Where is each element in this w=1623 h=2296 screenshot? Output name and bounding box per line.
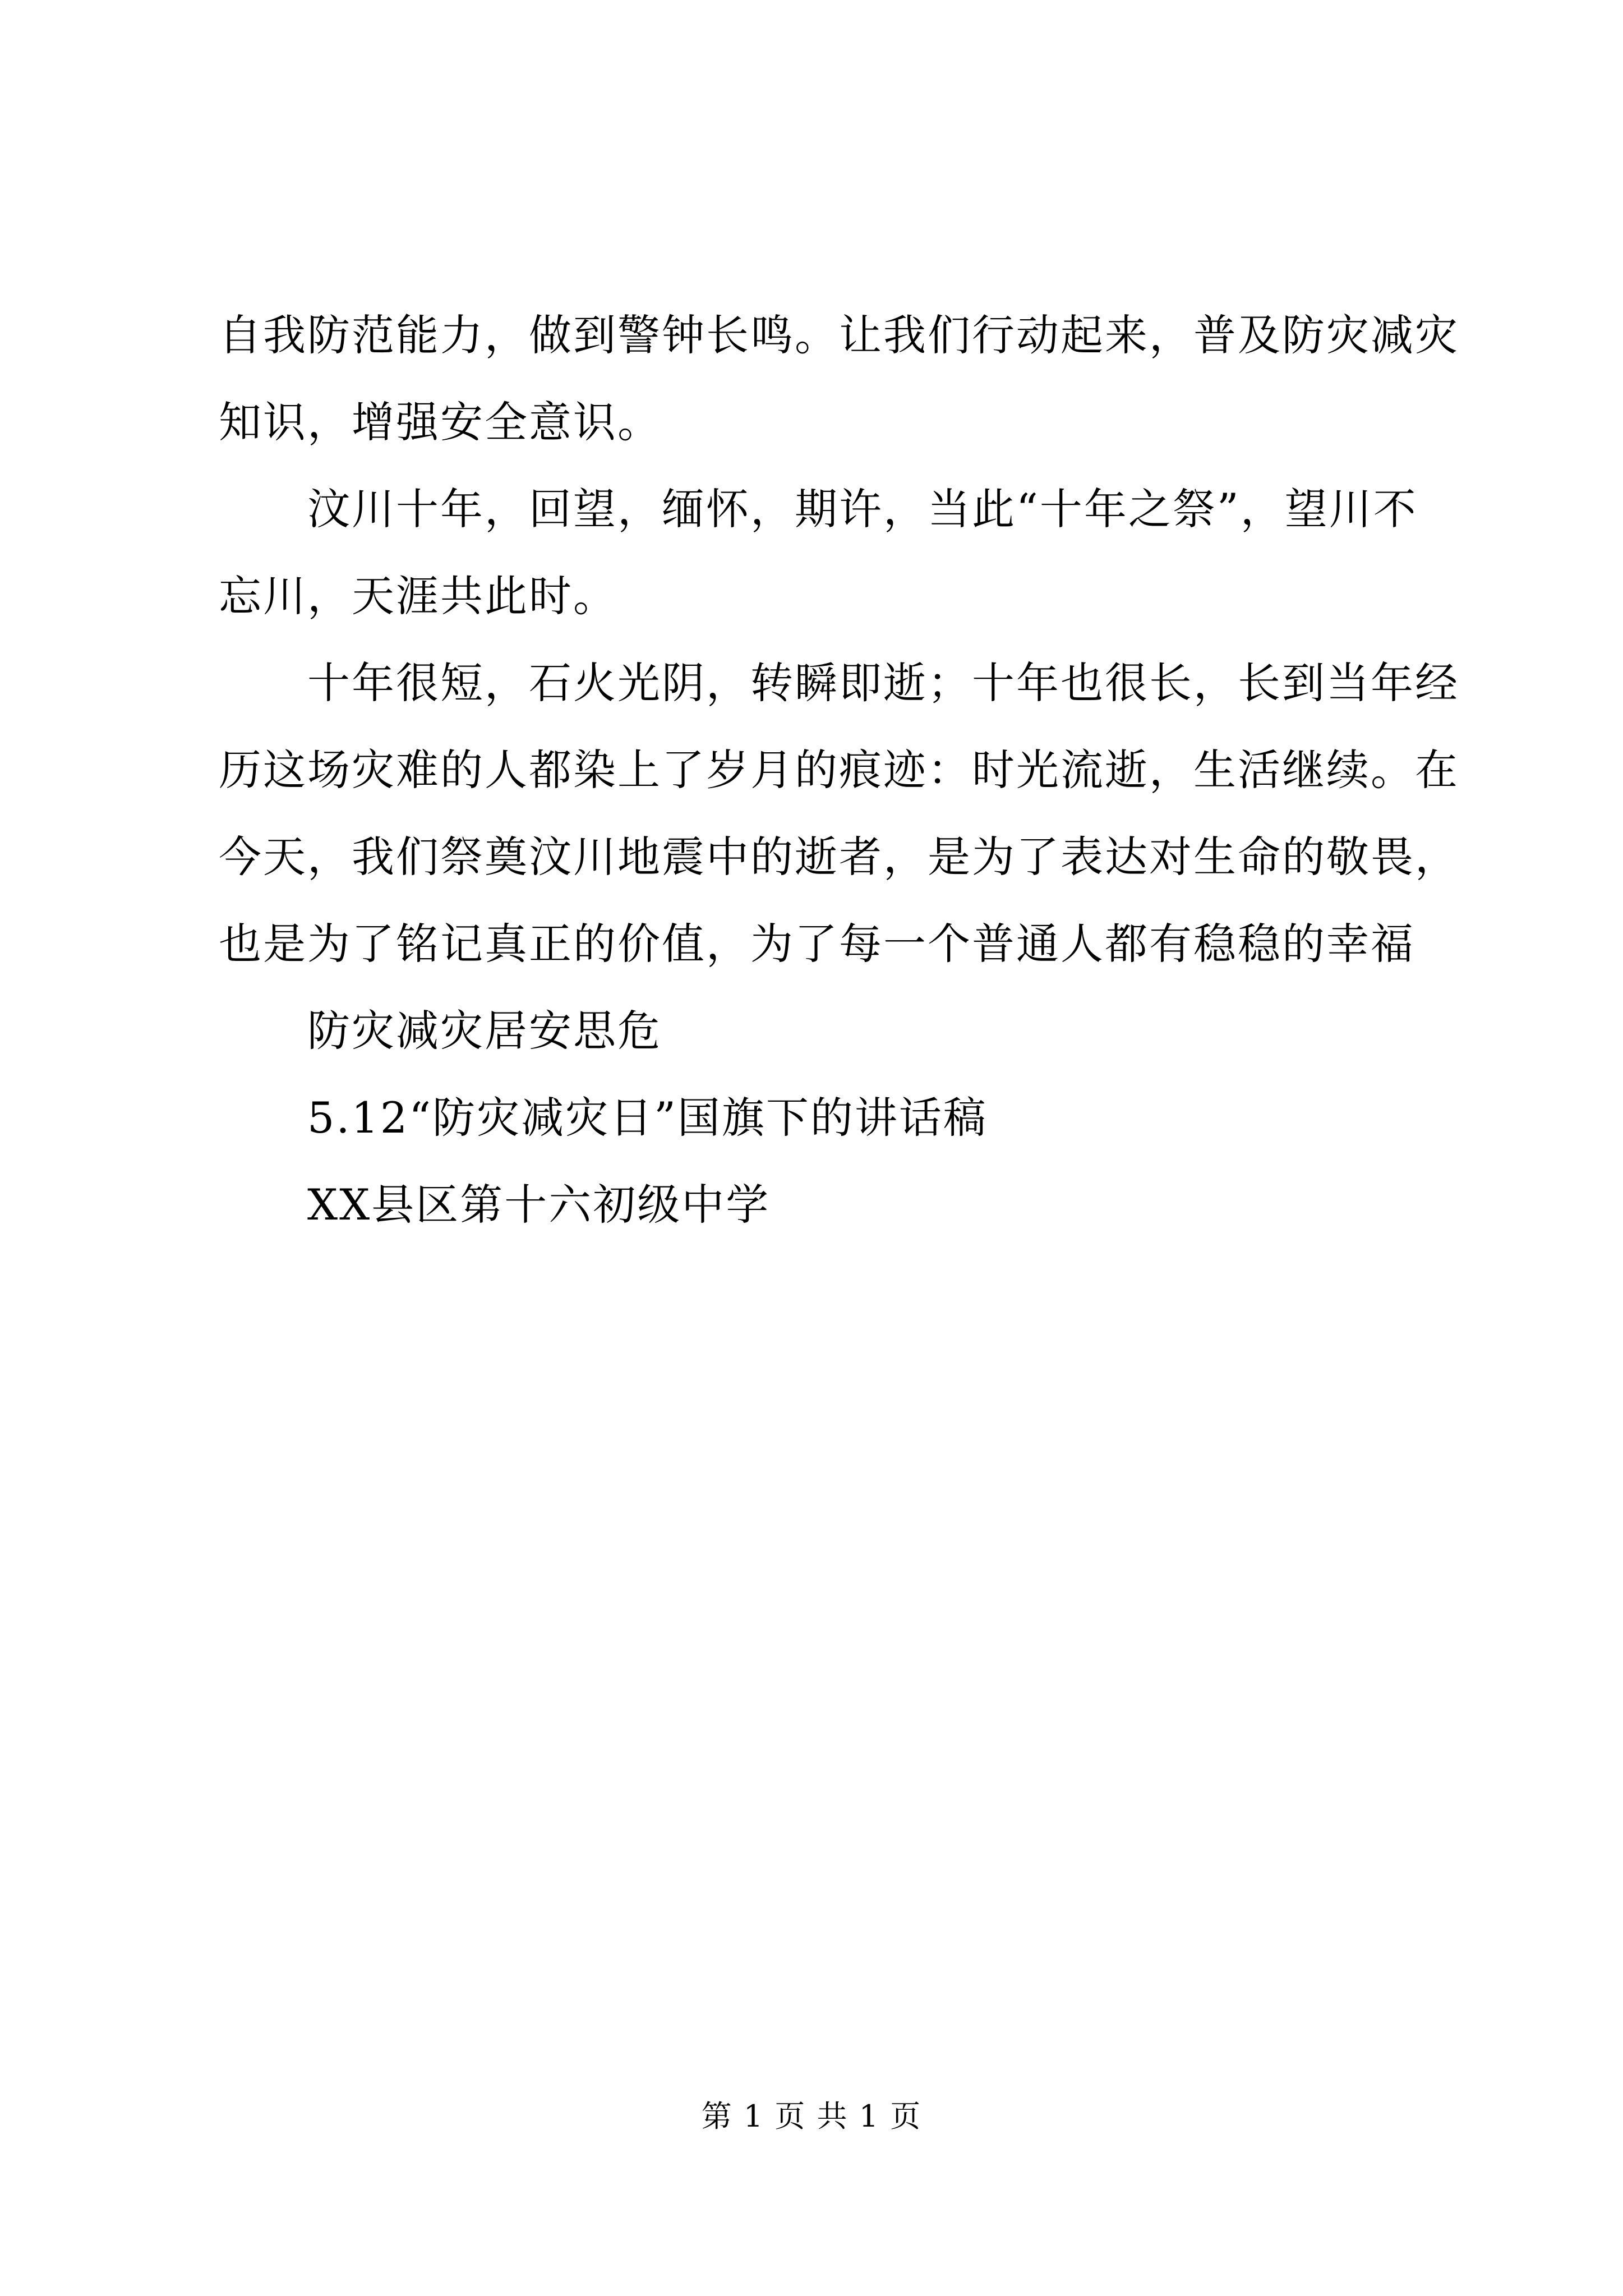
text-line: 历这场灾难的人都染上了岁月的痕迹：时光流逝，生活继续。在 xyxy=(219,745,1459,795)
speech-title-line: 防灾减灾居安思危 xyxy=(307,1006,662,1056)
page-number-label: 第 1 页 共 1 页 xyxy=(701,2099,922,2134)
text-line: 自我防范能力，做到警钟长鸣。让我们行动起来，普及防灾减灾 xyxy=(219,310,1459,360)
text-line: 忘川，天涯共此时。 xyxy=(219,571,617,621)
text-line: 十年很短，石火光阴，转瞬即逝；十年也很长，长到当年经 xyxy=(307,658,1459,708)
school-name-line: XX县区第十六初级中学 xyxy=(307,1180,771,1230)
text-line: 今天，我们祭奠汶川地震中的逝者，是为了表达对生命的敬畏， xyxy=(219,832,1459,882)
text-line: 知识，增强安全意识。 xyxy=(219,397,662,447)
speech-subtitle-line: 5.12“防灾减灾日”国旗下的讲话稿 xyxy=(307,1093,988,1143)
page-footer xyxy=(0,2097,1623,2136)
text-line: 也是为了铭记真正的价值，为了每一个普通人都有稳稳的幸福 xyxy=(219,919,1415,969)
text-line: 汶川十年，回望，缅怀，期许，当此“十年之祭”，望川不 xyxy=(307,484,1418,534)
document-body xyxy=(219,292,1459,1248)
